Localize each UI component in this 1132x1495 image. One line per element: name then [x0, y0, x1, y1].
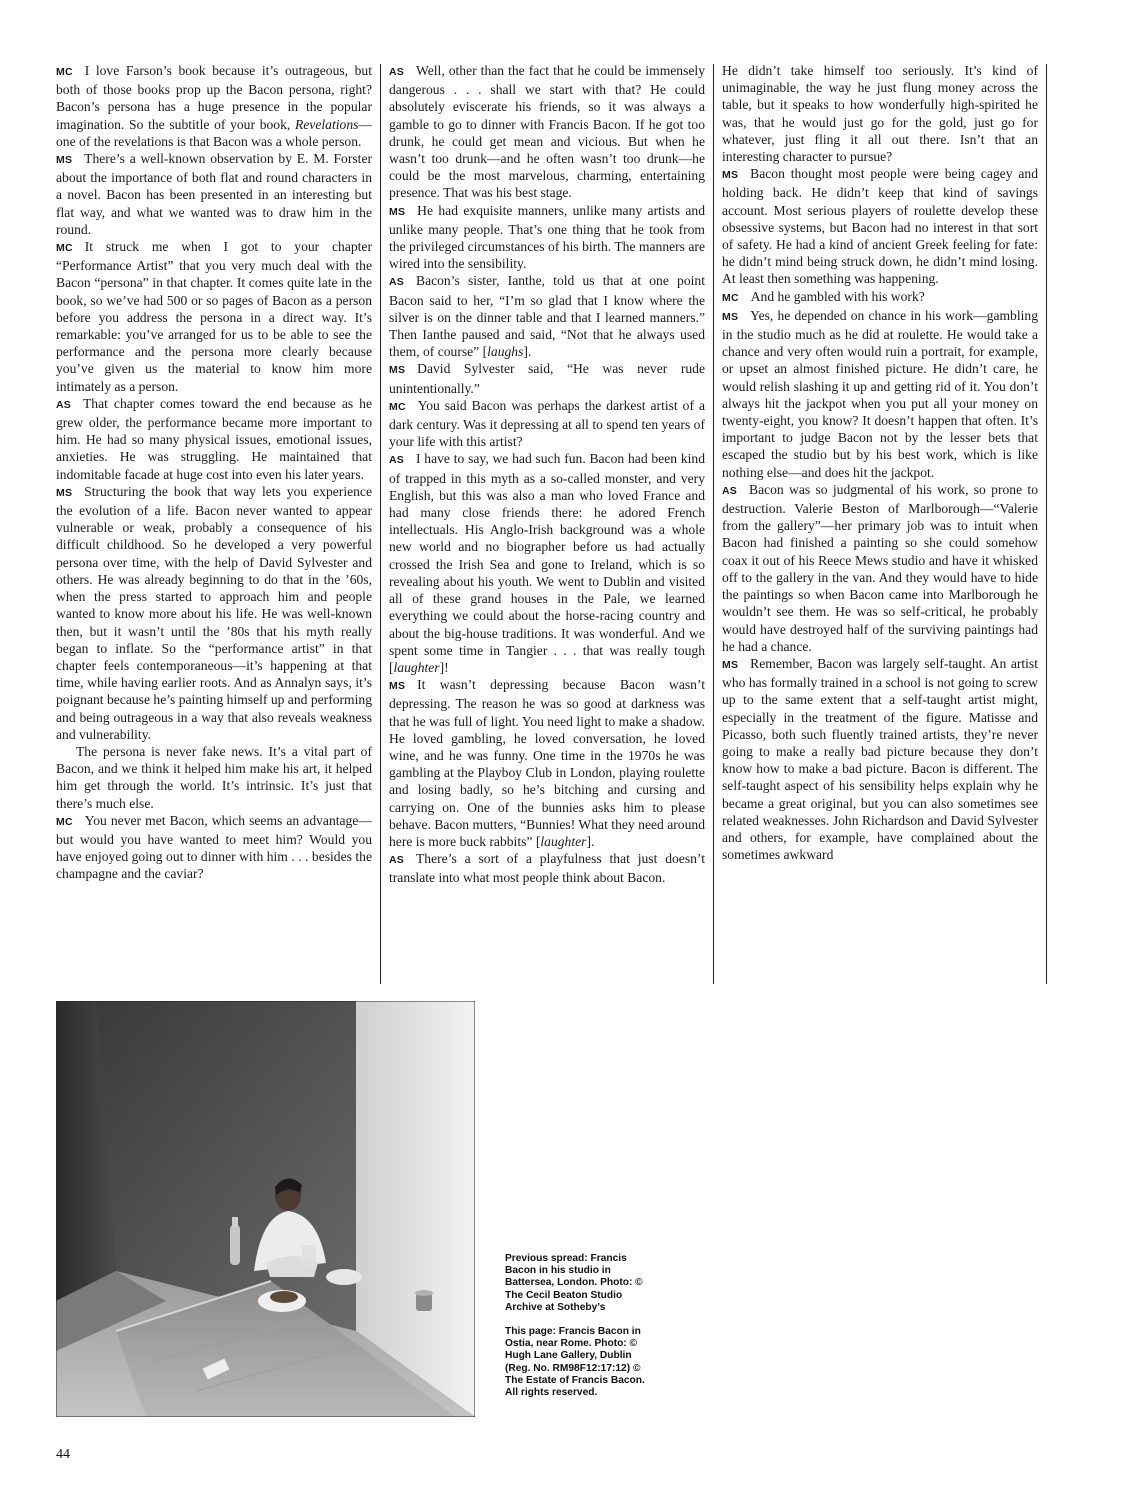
speaker-label: MS — [722, 169, 739, 182]
paragraph-text: The persona is never fake news. It’s a vital part of Bacon, and we think it helped him make his art, it helped him get through the world. It’s intrinsic. It’s just that there’s much else. — [56, 743, 372, 811]
photo-caption — [505, 1253, 655, 1411]
paragraph-text: David Sylvester said, “He was never rude unintentionally.” — [389, 361, 705, 396]
speaker-label: MS — [722, 310, 739, 323]
column-rule — [380, 64, 381, 984]
speaker-label: AS — [389, 854, 404, 867]
interview-paragraph — [389, 450, 705, 676]
interview-paragraph — [389, 272, 705, 360]
paragraph-text: It wasn’t depressing because Bacon wasn’t depressing. The reason he was so good at darkness was that he was full of light. You need light to make a shadow. He loved gambling, he loved conversation, he loved wine, and he was funny. One time in the 1970s he was gambling at the Playboy Club in London, playing roulette and losing badly, so he’s bitching and cursing and carrying on. One of the bunnies asks him to please behave. Bacon mutters, “Bunnies! What they need around here is more buck rabbits” [ — [389, 677, 705, 849]
speaker-label: MC — [722, 291, 739, 304]
caption-this-page: This page: Francis Bacon in Ostia, near Rome. Photo: © Hugh Lane Gallery, Dublin (Reg. No. RM98F12:17:12) © The Estate of Francis Bacon. All rights reserved. — [505, 1326, 645, 1399]
paragraph-text: Remember, Bacon was largely self-taught. An artist who has formally trained in a school is not going to screw up to the same extent that a self-taught artist might, especially in the treatment of the figure. Matisse and Picasso, both such fluently trained artists, they’re never going to make a really bad picture because they don’t know how to make a bad picture. Bacon is different. The self-taught aspect of his sensibility helps explain why he became a great original, but you can also sometimes see related weaknesses. John Richardson and David Sylvester and others, for example, have complained about the sometimes awkward — [722, 655, 1038, 863]
interview-paragraph — [389, 62, 705, 202]
paragraph-text: You never met Bacon, which seems an advantage—but would you have wanted to meet him? Would you have enjoyed going out to dinner with him . . . besides the champagne and the caviar? — [56, 812, 372, 882]
interview-paragraph — [56, 150, 372, 238]
interview-paragraph — [389, 676, 705, 850]
text-column-3 — [722, 62, 1038, 982]
interview-paragraph — [56, 62, 372, 150]
photo-francis-bacon-ostia — [56, 1001, 475, 1417]
interview-paragraph — [56, 812, 372, 883]
speaker-label: MC — [56, 815, 73, 828]
italic-text: laughs — [487, 344, 524, 360]
interview-paragraph — [722, 165, 1038, 287]
column-rule — [713, 64, 714, 984]
paragraph-text: And he gambled with his work? — [750, 288, 925, 304]
paragraph-text: Bacon’s sister, Ianthe, told us that at one point Bacon said to her, “I’m so glad that I know where the silver is on the dinner table and that I learned manners.” Then Ianthe paused and said, “Not that he always used them, of course” [ — [389, 273, 705, 360]
paragraph-text: I have to say, we had such fun. Bacon had been kind of trapped in this myth as a so-called monster, and very English, but this was also a man who loved France and had many close friends there: he adored French intellectuals. His Anglo-Irish background was a whole new world and no biographer before us had actually crossed the Irish Sea and gone to Ireland, which is so revealing about his youth. We went to Dublin and visited all of these grand houses in the Pale, we learned everything we could about the horse-racing country and about the big-house traditions. It was wonderful. And we spent some time in Tangier . . . that was really tough [ — [389, 451, 705, 675]
interview-paragraph — [56, 238, 372, 395]
paragraph-text: Bacon was so judgmental of his work, so prone to destruction. Valerie Beston of Marlborough—“Valerie from the gallery”—her primary job was to intuit when Bacon had finished a painting so she could somehow coax it out of his Reece Mews studio and have it whisked off to the gallery in the van. And they would have to hide the paintings so when Bacon came into Marlborough he wouldn’t see them. He was so self-critical, he probably would have destroyed half of the surviving paintings had he had a chance. — [722, 481, 1038, 654]
paragraph-text: You said Bacon was perhaps the darkest artist of a dark century. Was it depressing at all to spend ten years of your life with this artist? — [389, 397, 705, 450]
speaker-label: AS — [389, 66, 404, 78]
page-number: 44 — [56, 1447, 70, 1462]
interview-paragraph — [389, 850, 705, 886]
paragraph-text: ]! — [439, 659, 449, 675]
italic-text: laughter — [393, 659, 440, 675]
interview-paragraph — [56, 395, 372, 483]
paragraph-text: That chapter comes toward the end because as he grew older, the performance became more important to him. He had so many physical issues, emotional issues, anxieties. He was struggling. He maintained that indomitable facade at huge cost into even his later years. — [56, 395, 372, 482]
interview-paragraph — [56, 743, 372, 812]
speaker-label: AS — [389, 276, 404, 289]
interview-paragraph — [722, 481, 1038, 655]
interview-paragraph — [722, 288, 1038, 307]
speaker-label: MS — [56, 486, 73, 499]
paragraph-text: He had exquisite manners, unlike many artists and unlike many people. That’s one thing that he took from the privileged circumstances of his birth. The manners are wired into the sensibility. — [389, 202, 705, 272]
speaker-label: MS — [722, 658, 739, 671]
speaker-label: AS — [389, 454, 404, 467]
interview-paragraph — [722, 62, 1038, 165]
speaker-label: MS — [389, 205, 406, 218]
paragraph-text: Yes, he depended on chance in his work—gambling in the studio much as he did at roulette. He would take a chance and very often would ruin a portrait, for example, or upset an almost finished picture. He didn’t care, he would relish slashing it up and getting rid of it. You don’t always hit the jackpot when you put all your money on twenty-eight, you know? It doesn’t happen that often. It’s important to judge Bacon not by the lesser bets that escaped the studio but by his best work, which is like nothing else—and does hit the jackpot. — [722, 307, 1038, 480]
interview-paragraph — [722, 655, 1038, 863]
interview-paragraph — [389, 202, 705, 273]
paragraph-text: ]. — [523, 344, 532, 360]
paragraph-text: He didn’t take himself too seriously. It’s kind of unimaginable, the way he just flung money across the table, but it speaks to how wonderfully high-spirited he was, that he would just go for the gold, just go for whatever, just fling it all out there. Isn’t that an interesting character to pursue? — [722, 63, 1038, 165]
interview-paragraph — [56, 483, 372, 743]
paragraph-text: Structuring the book that way lets you experience the evolution of a life. Bacon never wanted to appear vulnerable or weak, probably a consequence of his difficult childhood. So he developed a very powerful persona over time, with the help of David Sylvester and others. He was already beginning to do that in the ’60s, when the press started to approach him and people wanted to know more about his life. He was well-known then, but it wasn’t until the ’80s that his myth really began to inflate. So the “performance artist” in that chapter feels contemporaneous—it’s happening at that time, while having earlier roots. And as Annalyn says, it’s poignant because he’s painting himself up and performing and being outrageous in a way that also reveals weakness and vulnerability. — [56, 483, 372, 742]
paragraph-text: Well, other than the fact that he could be immensely dangerous . . . shall we start with that? He could absolutely eviscerate his friends, so it was always a gamble to go to dinner with Francis Bacon. If he got too drunk, he could get mean and vicious. But when he wasn’t too drunk—and he often wasn’t too drunk—he could be the most marvelous, charming, entertaining presence. That was his best stage. — [389, 63, 705, 201]
paragraph-text: —one of the revelations is that Bacon was a whole person. — [56, 116, 372, 149]
paragraph-text: There’s a well-known observation by E. M. Forster about the importance of both flat and round characters in a novel. Bacon has been presented in an interesting but flat way, and what we wanted was to draw him in the round. — [56, 151, 372, 237]
paragraph-text: ]. — [586, 833, 595, 849]
italic-text: Revelations — [294, 116, 359, 132]
paragraph-text: Bacon thought most people were being cagey and holding back. He didn’t keep that kind of savings account. Most serious players of roulette develop these obsessive systems, but Bacon had no interest in that sort of safety. He had a kind of ancient Greek feeling for fate: he didn’t mind being struck down, he didn’t mind losing. At least then something was happening. — [722, 166, 1038, 287]
text-column-1 — [56, 62, 372, 982]
text-column-2 — [389, 62, 705, 982]
speaker-label: AS — [56, 398, 71, 411]
caption-previous-spread: Previous spread: Francis Bacon in his studio in Battersea, London. Photo: © The Cecil Beaton Studio Archive at Sotheby’s — [505, 1253, 643, 1313]
speaker-label: MS — [56, 154, 73, 167]
speaker-label: MC — [389, 400, 406, 413]
paragraph-text: There’s a sort of a playfulness that just doesn’t translate into what most people think about Bacon. — [389, 851, 705, 886]
column-rule — [1046, 64, 1047, 984]
paragraph-text: It struck me when I got to your chapter “Performance Artist” that you very much deal with the Bacon “persona” in that chapter. It comes quite late in the book, so we’ve had 500 or so pages of Bacon as a person before you address the persona in a direct way. It’s remarkable: you’ve arranged for us to be able to see the performance and the persona more clearly because you’ve given us the material to know him more intimately as a person. — [56, 239, 372, 394]
speaker-label: AS — [722, 484, 737, 497]
italic-text: laughter — [540, 833, 587, 849]
speaker-label: MS — [389, 680, 406, 693]
interview-paragraph — [722, 307, 1038, 481]
speaker-label: MS — [389, 364, 406, 377]
interview-paragraph — [389, 397, 705, 451]
interview-paragraph — [389, 360, 705, 396]
paragraph-text: I love Farson’s book because it’s outrageous, but both of those books prop up the Bacon persona, right? Bacon’s persona has a huge presence in the popular imagination. So the subtitle of your book, — [56, 63, 372, 132]
speaker-label: MC — [56, 242, 73, 255]
speaker-label: MC — [56, 66, 73, 78]
